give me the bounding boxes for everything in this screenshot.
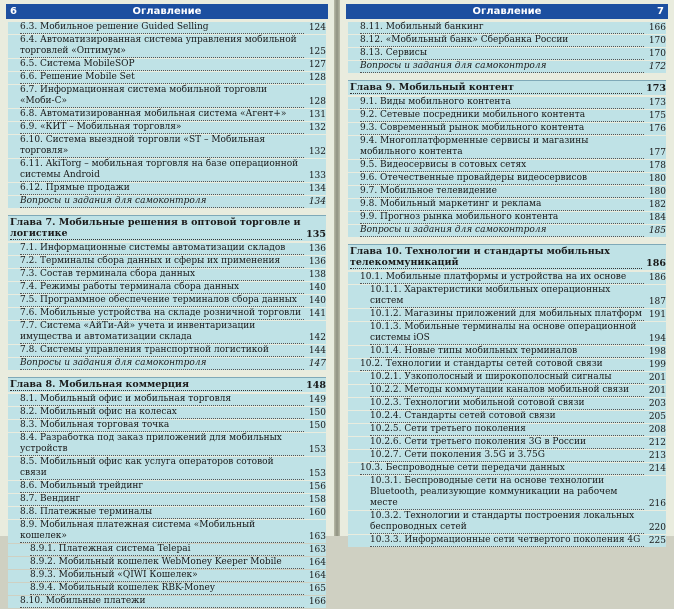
toc-entry-title: 9.7. Мобильное телевидение <box>360 186 644 198</box>
toc-entry-title: 9.9. Прогноз рынка мобильного контента <box>360 212 644 224</box>
toc-entry-title: Глава 8. Мобильная коммерция <box>10 379 302 391</box>
header-title: Оглавление <box>132 6 202 17</box>
right-page <box>340 0 674 546</box>
chapter-heading <box>8 215 326 241</box>
toc-entry-title: 7.5. Программное обеспечение терминалов сбора данных <box>20 295 304 307</box>
toc-entry <box>348 346 666 358</box>
toc-entry <box>8 183 326 195</box>
toc-entry-page: 177 <box>648 148 666 158</box>
toc-entry-page: 216 <box>648 499 666 509</box>
toc-entry-page: 136 <box>308 244 326 254</box>
toc-entry <box>8 59 326 71</box>
toc-entry <box>8 520 326 543</box>
toc-entry <box>348 372 666 384</box>
toc-entry-page: 201 <box>648 386 666 396</box>
toc-entry <box>8 420 326 432</box>
toc-entry <box>348 463 666 475</box>
toc-entry <box>348 272 666 284</box>
toc-entry-page: 208 <box>648 425 666 435</box>
toc-entry-title: 6.9. «КИТ – Мобильная торговля» <box>20 122 304 134</box>
toc-entry <box>348 199 666 211</box>
page-number: 7 <box>657 6 664 17</box>
toc-entry <box>348 309 666 321</box>
toc-entry-page: 172 <box>648 62 666 72</box>
toc-entry <box>8 481 326 493</box>
toc-entry-page: 205 <box>648 412 666 422</box>
toc-entry <box>348 285 666 308</box>
toc-entry-title: 10.2.3. Технологии мобильной сотовой связи <box>370 398 644 410</box>
toc-entry-title: 10.3. Беспроводные сети передачи данных <box>360 463 644 475</box>
toc-entry-title: 8.9.4. Мобильный кошелек RBK-Money <box>30 583 304 595</box>
toc-entry-page: 127 <box>308 60 326 70</box>
toc-entry-title: 8.4. Разработка под заказ приложений для мобильных устройств <box>20 433 304 456</box>
left-page-header <box>6 4 328 19</box>
toc-entry-page: 153 <box>308 445 326 455</box>
toc-entry <box>348 437 666 449</box>
toc-entry-page: 180 <box>648 187 666 197</box>
toc-entry <box>8 583 326 595</box>
toc-entry-title: 7.8. Системы управления транспортной логистикой <box>20 345 304 357</box>
toc-entry-title: 8.11. Мобильный банкинг <box>360 22 644 34</box>
toc-entry-page: 194 <box>648 334 666 344</box>
toc-entry <box>348 48 666 60</box>
toc-entry <box>8 85 326 108</box>
toc-entry <box>8 122 326 134</box>
toc-entry-page: 148 <box>306 380 326 391</box>
toc-entry-title: 8.1. Мобильный офис и мобильная торговля <box>20 394 304 406</box>
toc-entry-page: 165 <box>308 584 326 594</box>
toc-entry-page: 186 <box>648 273 666 283</box>
toc-entry <box>8 570 326 582</box>
toc-entry <box>348 225 666 237</box>
toc-entry-page: 173 <box>646 83 666 94</box>
toc-entry-page: 141 <box>308 309 326 319</box>
toc-entry <box>348 173 666 185</box>
toc-entry-page: 212 <box>648 438 666 448</box>
toc-entry-title: 8.13. Сервисы <box>360 48 644 60</box>
toc-entry-page: 156 <box>308 482 326 492</box>
toc-entry <box>348 535 666 547</box>
toc-entry-title: 7.6. Мобильные устройства на складе розничной торговли <box>20 308 304 320</box>
toc-entry <box>348 450 666 462</box>
toc-entry <box>8 308 326 320</box>
toc-entry-title: Глава 7. Мобильные решения в оптовой торговле и логистике <box>10 217 301 239</box>
toc-entry-title: 8.9.2. Мобильный кошелек WebMoney Keeper Mobile <box>30 557 304 569</box>
toc-entry-title: 8.6. Мобильный трейдинг <box>20 481 304 493</box>
toc-entry-title: 10.2.5. Сети третьего поколения <box>370 424 644 436</box>
toc-entry <box>8 358 326 370</box>
toc-entry <box>8 135 326 158</box>
toc-entry-title: 10.2.7. Сети поколения 3.5G и 3.75G <box>370 450 644 462</box>
toc-entry-title: 8.9. Мобильная платежная система «Мобильный кошелек» <box>20 520 304 543</box>
toc-entry-title: 9.2. Сетевые посредники мобильного контента <box>360 110 644 122</box>
chapter-heading <box>348 80 666 95</box>
toc-entry <box>348 22 666 34</box>
toc-entry-title: 7.1. Информационные системы автоматизации складов <box>20 243 304 255</box>
toc-entry-page: 198 <box>648 347 666 357</box>
toc-entry-page: 134 <box>308 197 326 207</box>
table-of-contents <box>8 22 326 609</box>
toc-entry-page: 166 <box>308 597 326 607</box>
toc-entry-page: 125 <box>308 47 326 57</box>
toc-entry-title: 6.5. Система MobileSOP <box>20 59 304 71</box>
toc-entry-title: 9.3. Современный рынок мобильного контента <box>360 123 644 135</box>
toc-entry-page: 180 <box>648 174 666 184</box>
toc-entry-title: 10.2.1. Узкополосный и широкополосный сигналы <box>370 372 644 384</box>
toc-entry-title: 10.3.3. Информационные сети четвертого поколения 4G <box>370 535 644 547</box>
toc-entry-title: 9.6. Отечественные провайдеры видеосервисов <box>360 173 644 185</box>
toc-entry-page: 191 <box>648 310 666 320</box>
toc-entry <box>348 136 666 159</box>
toc-entry-title: 10.1.2. Магазины приложений для мобильных платформ <box>370 309 644 321</box>
toc-entry-title: 6.7. Информационная система мобильной торговли «Моби-С» <box>20 85 304 108</box>
toc-entry-page: 142 <box>308 333 326 343</box>
toc-entry-title: 8.8. Платежные терминалы <box>20 507 304 519</box>
toc-entry-page: 170 <box>648 36 666 46</box>
toc-entry <box>8 295 326 307</box>
toc-entry-title: Вопросы и задания для самоконтроля <box>20 196 304 208</box>
toc-entry <box>8 35 326 58</box>
toc-entry-page: 140 <box>308 283 326 293</box>
toc-entry-page: 160 <box>308 508 326 518</box>
toc-entry <box>8 394 326 406</box>
right-page-header <box>346 4 668 19</box>
toc-entry-page: 144 <box>308 346 326 356</box>
toc-entry-page: 185 <box>648 226 666 236</box>
table-of-contents <box>348 22 666 548</box>
toc-entry-page: 134 <box>308 184 326 194</box>
toc-entry-page: 135 <box>306 229 326 240</box>
toc-entry-title: 10.3.2. Технологии и стандарты построения локальных беспроводных сетей <box>370 511 644 534</box>
toc-entry <box>8 109 326 121</box>
chapter-heading <box>8 377 326 392</box>
toc-entry-title: Глава 10. Технологии и стандарты мобильных телекоммуникаций <box>350 246 642 269</box>
toc-entry-title: 10.1.3. Мобильные терминалы на основе операционной системы iOS <box>370 322 644 345</box>
toc-entry-page: 132 <box>308 123 326 133</box>
toc-entry-page: 138 <box>308 270 326 280</box>
toc-entry <box>8 544 326 556</box>
toc-entry-title: 10.2.6. Сети третьего поколения 3G в России <box>370 437 644 449</box>
toc-entry <box>8 433 326 456</box>
toc-entry <box>348 511 666 534</box>
toc-entry <box>8 557 326 569</box>
page-number: 6 <box>10 6 17 17</box>
toc-entry <box>8 596 326 608</box>
toc-entry-page: 136 <box>308 257 326 267</box>
toc-entry-title: 6.10. Система выездной торговли «ST – Мобильная торговля» <box>20 135 304 158</box>
toc-entry-title: 8.3. Мобильная торговая точка <box>20 420 304 432</box>
toc-entry-page: 163 <box>308 545 326 555</box>
toc-entry-title: 10.3.1. Беспроводные сети на основе технологии Bluetooth, реализующие коммуникации на рабочем месте <box>370 476 644 510</box>
toc-entry <box>8 345 326 357</box>
toc-entry-title: 9.4. Многоплатформенные сервисы и магазины мобильного контента <box>360 136 644 159</box>
toc-entry-title: Вопросы и задания для самоконтроля <box>360 225 644 237</box>
toc-entry-page: 186 <box>646 258 666 269</box>
toc-entry <box>348 35 666 47</box>
toc-entry-page: 213 <box>648 451 666 461</box>
toc-entry-page: 163 <box>308 532 326 542</box>
toc-entry <box>8 159 326 182</box>
toc-entry-page: 176 <box>648 124 666 134</box>
toc-entry-page: 182 <box>648 200 666 210</box>
toc-entry-title: 6.3. Мобильное решение Guided Selling <box>20 22 304 34</box>
toc-entry-title: 10.2.2. Методы коммутации каналов мобильной связи <box>370 385 644 397</box>
header-title: Оглавление <box>472 6 542 17</box>
toc-entry <box>348 61 666 73</box>
toc-entry-title: 6.8. Автоматизированная мобильная система «Агент+» <box>20 109 304 121</box>
toc-entry-page: 124 <box>308 23 326 33</box>
toc-entry-page: 128 <box>308 73 326 83</box>
toc-entry <box>348 411 666 423</box>
toc-entry <box>8 494 326 506</box>
toc-entry-page: 201 <box>648 373 666 383</box>
toc-entry <box>8 269 326 281</box>
toc-entry-page: 140 <box>308 296 326 306</box>
toc-entry-title: 8.5. Мобильный офис как услуга операторов сотовой связи <box>20 457 304 480</box>
toc-entry <box>348 398 666 410</box>
toc-entry-page: 150 <box>308 408 326 418</box>
toc-entry <box>8 22 326 34</box>
toc-entry-page: 203 <box>648 399 666 409</box>
toc-entry-title: 8.12. «Мобильный банк» Сбербанка России <box>360 35 644 47</box>
toc-entry-page: 214 <box>648 464 666 474</box>
toc-entry-title: 8.10. Мобильные платежи <box>20 596 304 608</box>
toc-entry <box>8 196 326 208</box>
toc-entry-page: 225 <box>648 536 666 546</box>
toc-entry-title: 8.2. Мобильный офис на колесах <box>20 407 304 419</box>
toc-entry-title: 10.1.1. Характеристики мобильных операционных систем <box>370 285 644 308</box>
toc-entry-page: 199 <box>648 360 666 370</box>
toc-entry-page: 164 <box>308 558 326 568</box>
toc-entry-title: 8.9.3. Мобильный «QIWI Кошелек» <box>30 570 304 582</box>
toc-entry <box>348 476 666 510</box>
toc-entry <box>8 72 326 84</box>
toc-entry-title: 6.11. AkiTorg – мобильная торговля на базе операционной системы Android <box>20 159 304 182</box>
toc-entry-page: 187 <box>648 297 666 307</box>
toc-entry <box>348 186 666 198</box>
toc-entry <box>8 282 326 294</box>
chapter-heading <box>348 244 666 270</box>
toc-entry <box>8 507 326 519</box>
toc-entry-title: 7.4. Режимы работы терминала сбора данных <box>20 282 304 294</box>
toc-entry-title: 9.8. Мобильный маркетинг и реклама <box>360 199 644 211</box>
toc-entry-title: Глава 9. Мобильный контент <box>350 82 642 94</box>
toc-entry-page: 150 <box>308 421 326 431</box>
toc-entry <box>8 256 326 268</box>
toc-entry-title: 9.1. Виды мобильного контента <box>360 97 644 109</box>
toc-entry <box>8 321 326 344</box>
toc-entry <box>348 123 666 135</box>
toc-entry <box>8 243 326 255</box>
toc-entry-title: 10.1. Мобильные платформы и устройства на их основе <box>360 272 644 284</box>
toc-entry-page: 166 <box>648 23 666 33</box>
toc-entry <box>348 322 666 345</box>
toc-entry-title: 9.5. Видеосервисы в сотовых сетях <box>360 160 644 172</box>
toc-entry-page: 220 <box>648 523 666 533</box>
toc-entry-title: 10.1.4. Новые типы мобильных терминалов <box>370 346 644 358</box>
toc-entry-title: 7.7. Система «АйТи-Ай» учета и инвентаризации имущества и автоматизации склада <box>20 321 304 344</box>
toc-entry-page: 153 <box>308 469 326 479</box>
toc-entry-title: 10.2. Технологии и стандарты сетей сотовой связи <box>360 359 644 371</box>
toc-entry-page: 149 <box>308 395 326 405</box>
toc-entry-page: 132 <box>308 147 326 157</box>
toc-entry-page: 164 <box>308 571 326 581</box>
toc-entry-page: 170 <box>648 49 666 59</box>
toc-entry-page: 131 <box>308 110 326 120</box>
toc-entry-page: 173 <box>648 98 666 108</box>
toc-entry <box>348 424 666 436</box>
toc-entry-title: 10.2.4. Стандарты сетей сотовой связи <box>370 411 644 423</box>
toc-entry <box>348 385 666 397</box>
toc-entry <box>348 160 666 172</box>
toc-entry-title: Вопросы и задания для самоконтроля <box>360 61 644 73</box>
toc-entry-page: 178 <box>648 161 666 171</box>
toc-entry-page: 175 <box>648 111 666 121</box>
toc-entry-title: 7.3. Состав терминала сбора данных <box>20 269 304 281</box>
toc-entry-title: 8.7. Вендинг <box>20 494 304 506</box>
toc-entry-page: 133 <box>308 171 326 181</box>
toc-entry-page: 128 <box>308 97 326 107</box>
toc-entry <box>8 457 326 480</box>
toc-entry-title: 6.12. Прямые продажи <box>20 183 304 195</box>
toc-entry <box>348 212 666 224</box>
toc-entry-title: 7.2. Терминалы сбора данных и сферы их применения <box>20 256 304 268</box>
toc-entry-title: 8.9.1. Платежная система Telepai <box>30 544 304 556</box>
toc-entry <box>8 407 326 419</box>
left-page <box>0 0 334 607</box>
toc-entry-page: 158 <box>308 495 326 505</box>
toc-entry <box>348 97 666 109</box>
toc-entry-title: 6.6. Решение Mobile Set <box>20 72 304 84</box>
toc-entry-title: 6.4. Автоматизированная система управления мобильной торговлей «Оптимум» <box>20 35 304 58</box>
toc-entry <box>348 110 666 122</box>
toc-entry <box>348 359 666 371</box>
toc-entry-page: 147 <box>308 359 326 369</box>
toc-entry-page: 184 <box>648 213 666 223</box>
toc-entry-title: Вопросы и задания для самоконтроля <box>20 358 304 370</box>
